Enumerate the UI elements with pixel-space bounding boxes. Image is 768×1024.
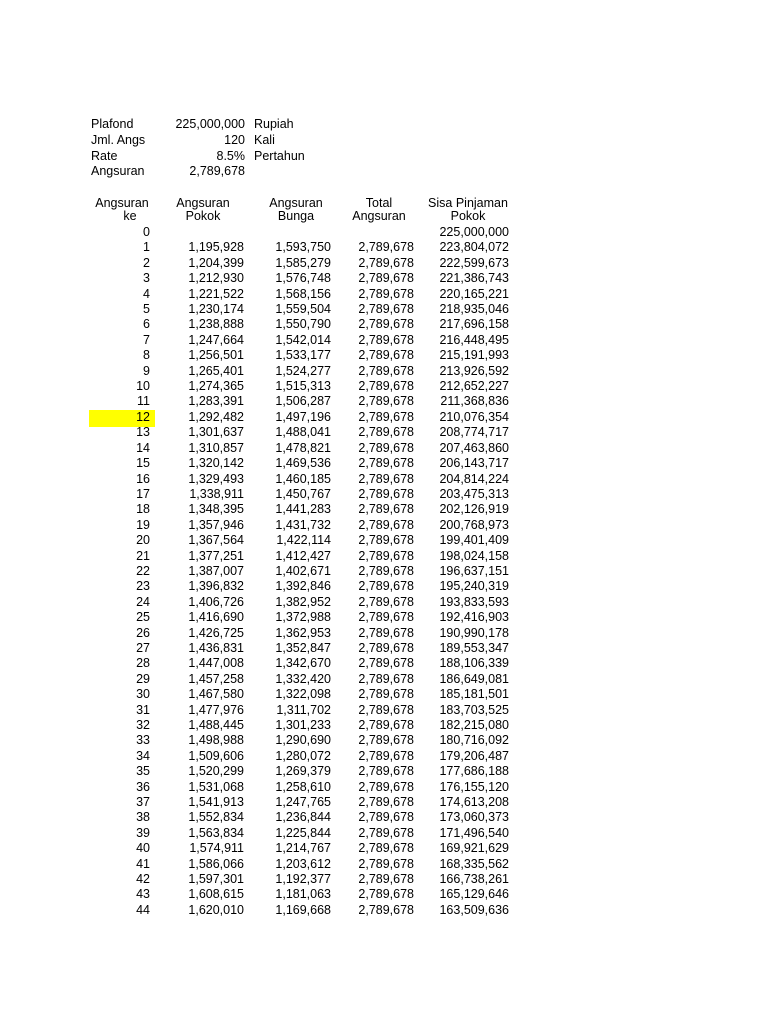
angsuran-bunga-cell[interactable]: 1,382,952 bbox=[275, 594, 331, 609]
table-row bbox=[0, 672, 768, 687]
header-sisa-pinjaman-pokok: Sisa Pinjaman Pokok bbox=[428, 196, 508, 223]
sisa-pinjaman-cell[interactable]: 221,386,743 bbox=[439, 271, 509, 286]
row-number[interactable]: 19 bbox=[136, 517, 150, 532]
angsuran-bunga-cell[interactable]: 1,450,767 bbox=[275, 486, 331, 501]
table-row bbox=[0, 610, 768, 625]
total-angsuran-cell[interactable]: 2,789,678 bbox=[358, 733, 414, 748]
row-number[interactable]: 37 bbox=[136, 795, 150, 810]
angsuran-pokok-cell[interactable]: 1,509,606 bbox=[188, 748, 244, 763]
table-row bbox=[0, 764, 768, 779]
angsuran-pokok-cell[interactable]: 1,396,832 bbox=[188, 579, 244, 594]
total-angsuran-cell[interactable]: 2,789,678 bbox=[358, 425, 414, 440]
angsuran-pokok-cell[interactable]: 1,212,930 bbox=[188, 271, 244, 286]
angsuran-pokok-cell[interactable]: 1,541,913 bbox=[188, 795, 244, 810]
table-row bbox=[0, 425, 768, 440]
sisa-pinjaman-cell[interactable]: 217,696,158 bbox=[439, 317, 509, 332]
angsuran-pokok-cell[interactable]: 1,597,301 bbox=[188, 872, 244, 887]
angsuran-pokok-cell[interactable]: 1,457,258 bbox=[188, 671, 244, 686]
row-number[interactable]: 17 bbox=[136, 486, 150, 501]
table-row bbox=[0, 780, 768, 795]
row-number[interactable]: 35 bbox=[136, 764, 150, 779]
sisa-pinjaman-cell[interactable]: 213,926,592 bbox=[439, 363, 509, 378]
total-angsuran-cell[interactable]: 2,789,678 bbox=[358, 718, 414, 732]
sisa-pinjaman-cell[interactable]: 218,935,046 bbox=[439, 302, 509, 317]
total-angsuran-cell[interactable]: 2,789,678 bbox=[358, 594, 414, 609]
row-number[interactable]: 11 bbox=[137, 394, 150, 409]
angsuran-bunga-cell[interactable]: 1,422,114 bbox=[276, 533, 331, 548]
total-angsuran-cell[interactable]: 2,789,678 bbox=[358, 379, 414, 394]
total-angsuran-cell[interactable]: 2,789,678 bbox=[358, 656, 414, 671]
row-number[interactable]: 42 bbox=[136, 872, 150, 887]
angsuran-bunga-cell[interactable]: 1,342,670 bbox=[275, 656, 331, 671]
angsuran-bunga-cell[interactable]: 1,372,988 bbox=[275, 610, 331, 625]
row-number[interactable]: 25 bbox=[136, 610, 150, 625]
table-row bbox=[0, 810, 768, 825]
total-angsuran-cell[interactable]: 2,789,678 bbox=[358, 841, 414, 856]
table-row bbox=[0, 626, 768, 641]
total-angsuran-cell[interactable]: 2,789,678 bbox=[358, 902, 414, 917]
angsuran-bunga-cell[interactable]: 1,311,702 bbox=[276, 702, 331, 717]
sisa-pinjaman-cell[interactable]: 180,716,092 bbox=[439, 733, 509, 748]
table-row bbox=[0, 240, 768, 255]
sisa-pinjaman-cell[interactable]: 202,126,919 bbox=[439, 502, 509, 517]
table-row bbox=[0, 857, 768, 872]
table-row bbox=[0, 687, 768, 702]
row-number[interactable]: 15 bbox=[136, 456, 150, 471]
angsuran-pokok-cell[interactable]: 1,531,068 bbox=[188, 779, 244, 794]
table-row bbox=[0, 795, 768, 810]
table-row bbox=[0, 394, 768, 409]
angsuran-pokok-cell[interactable]: 1,563,834 bbox=[188, 825, 244, 840]
total-angsuran-cell[interactable]: 2,789,678 bbox=[358, 502, 414, 517]
angsuran-pokok-cell[interactable]: 1,467,580 bbox=[188, 687, 244, 702]
sisa-pinjaman-cell[interactable]: 168,335,562 bbox=[439, 856, 509, 871]
angsuran-pokok-cell[interactable]: 1,357,946 bbox=[188, 517, 244, 532]
row-number[interactable]: 7 bbox=[143, 332, 150, 347]
angsuran-pokok-cell[interactable]: 1,274,365 bbox=[188, 379, 244, 394]
angsuran-pokok-cell[interactable]: 1,348,395 bbox=[188, 502, 244, 517]
sisa-pinjaman-cell[interactable]: 183,703,525 bbox=[439, 702, 509, 717]
sisa-pinjaman-cell[interactable]: 171,496,540 bbox=[439, 825, 509, 840]
table-row bbox=[0, 703, 768, 718]
sisa-pinjaman-cell[interactable]: 193,833,593 bbox=[439, 594, 509, 609]
total-angsuran-cell[interactable]: 2,789,678 bbox=[358, 748, 414, 763]
angsuran-bunga-cell[interactable]: 1,576,748 bbox=[275, 271, 331, 286]
angsuran-bunga-cell[interactable]: 1,280,072 bbox=[275, 748, 331, 763]
table-row bbox=[0, 225, 768, 240]
table-row bbox=[0, 502, 768, 517]
angsuran-bunga-cell[interactable]: 1,488,041 bbox=[275, 425, 331, 440]
total-angsuran-cell[interactable]: 2,789,678 bbox=[358, 795, 414, 810]
sisa-pinjaman-cell[interactable]: 200,768,973 bbox=[439, 517, 509, 532]
sisa-pinjaman-cell[interactable]: 176,155,120 bbox=[439, 779, 509, 794]
table-row bbox=[0, 317, 768, 332]
angsuran-bunga-cell[interactable]: 1,402,671 bbox=[275, 563, 331, 578]
angsuran-bunga-cell[interactable]: 1,225,844 bbox=[275, 825, 331, 840]
table-row bbox=[0, 533, 768, 548]
sisa-pinjaman-cell[interactable]: 166,738,261 bbox=[439, 872, 509, 887]
row-number[interactable]: 13 bbox=[136, 425, 150, 440]
total-angsuran-cell[interactable]: 2,789,678 bbox=[358, 579, 414, 594]
angsuran-bunga-cell[interactable]: 1,412,427 bbox=[275, 548, 331, 563]
row-number[interactable]: 26 bbox=[136, 625, 150, 640]
row-number[interactable]: 0 bbox=[143, 225, 150, 239]
angsuran-pokok-cell[interactable]: 1,292,482 bbox=[188, 409, 244, 424]
angsuran-pokok-cell[interactable]: 1,620,010 bbox=[188, 902, 244, 917]
row-number[interactable]: 6 bbox=[143, 317, 150, 332]
sisa-pinjaman-cell[interactable]: 210,076,354 bbox=[439, 409, 509, 424]
angsuran-bunga-cell[interactable]: 1,214,767 bbox=[275, 841, 331, 856]
angsuran-pokok-cell[interactable]: 1,477,976 bbox=[188, 702, 244, 717]
sisa-pinjaman-cell[interactable]: 179,206,487 bbox=[439, 748, 509, 763]
sisa-pinjaman-cell[interactable]: 188,106,339 bbox=[439, 656, 509, 671]
sisa-pinjaman-cell[interactable]: 203,475,313 bbox=[439, 486, 509, 501]
total-angsuran-cell[interactable]: 2,789,678 bbox=[358, 702, 414, 717]
jml-angs-label: Jml. Angs bbox=[91, 133, 146, 147]
total-angsuran-cell[interactable]: 2,789,678 bbox=[358, 810, 414, 825]
sisa-pinjaman-cell[interactable]: 173,060,373 bbox=[439, 810, 509, 825]
total-angsuran-cell[interactable]: 2,789,678 bbox=[358, 548, 414, 563]
angsuran-bunga-cell[interactable]: 1,269,379 bbox=[275, 764, 331, 779]
angsuran-pokok-cell[interactable]: 1,265,401 bbox=[188, 363, 244, 378]
total-angsuran-cell[interactable]: 2,789,678 bbox=[358, 286, 414, 301]
row-number[interactable]: 8 bbox=[143, 348, 150, 363]
angsuran-bunga-cell[interactable]: 1,392,846 bbox=[275, 579, 331, 594]
row-number[interactable]: 41 bbox=[136, 856, 150, 871]
angsuran-pokok-cell[interactable]: 1,520,299 bbox=[188, 764, 244, 779]
total-angsuran-cell[interactable]: 2,789,678 bbox=[358, 856, 414, 871]
angsuran-pokok-cell[interactable]: 1,488,445 bbox=[188, 718, 244, 732]
total-angsuran-cell[interactable]: 2,789,678 bbox=[358, 332, 414, 347]
table-row bbox=[0, 656, 768, 671]
angsuran-bunga-cell[interactable]: 1,515,313 bbox=[275, 379, 331, 394]
row-number[interactable]: 31 bbox=[136, 702, 150, 717]
angsuran-pokok-cell[interactable]: 1,283,391 bbox=[188, 394, 244, 409]
total-angsuran-cell[interactable]: 2,789,678 bbox=[358, 872, 414, 887]
row-number[interactable]: 5 bbox=[143, 302, 150, 317]
sisa-pinjaman-cell[interactable]: 196,637,151 bbox=[439, 563, 509, 578]
table-row bbox=[0, 441, 768, 456]
angsuran-pokok-cell[interactable]: 1,586,066 bbox=[188, 856, 244, 871]
angsuran-pokok-cell[interactable]: 1,426,725 bbox=[188, 625, 244, 640]
sisa-pinjaman-cell[interactable]: 195,240,319 bbox=[439, 579, 509, 594]
angsuran-pokok-cell[interactable]: 1,377,251 bbox=[188, 548, 244, 563]
angsuran-bunga-cell[interactable]: 1,542,014 bbox=[275, 332, 331, 347]
row-number[interactable]: 44 bbox=[136, 902, 150, 917]
angsuran-bunga-cell[interactable]: 1,431,732 bbox=[275, 517, 331, 532]
table-row bbox=[0, 733, 768, 748]
row-number[interactable]: 29 bbox=[136, 671, 150, 686]
row-number[interactable]: 33 bbox=[136, 733, 150, 748]
row-number[interactable]: 23 bbox=[136, 579, 150, 594]
row-number[interactable]: 24 bbox=[136, 594, 150, 609]
angsuran-pokok-cell[interactable]: 1,498,988 bbox=[188, 733, 244, 748]
sisa-pinjaman-cell[interactable]: 215,191,993 bbox=[439, 348, 509, 363]
angsuran-bunga-cell[interactable]: 1,559,504 bbox=[275, 302, 331, 317]
sisa-pinjaman-cell[interactable]: 220,165,221 bbox=[439, 286, 509, 301]
total-angsuran-cell[interactable]: 2,789,678 bbox=[358, 440, 414, 455]
angsuran-pokok-cell[interactable]: 1,247,664 bbox=[188, 332, 244, 347]
total-angsuran-cell[interactable]: 2,789,678 bbox=[358, 456, 414, 471]
angsuran-bunga-cell[interactable]: 1,203,612 bbox=[275, 856, 331, 871]
angsuran-bunga-cell[interactable]: 1,247,765 bbox=[275, 795, 331, 810]
angsuran-bunga-cell[interactable]: 1,460,185 bbox=[275, 471, 331, 486]
angsuran-pokok-cell[interactable]: 1,221,522 bbox=[188, 286, 244, 301]
angsuran-pokok-cell[interactable]: 1,301,637 bbox=[188, 425, 244, 440]
angsuran-pokok-cell[interactable]: 1,195,928 bbox=[188, 240, 244, 255]
angsuran-bunga-cell[interactable]: 1,332,420 bbox=[275, 671, 331, 686]
angsuran-bunga-cell[interactable]: 1,469,536 bbox=[275, 456, 331, 471]
table-row bbox=[0, 903, 768, 918]
table-row bbox=[0, 410, 768, 425]
table-row bbox=[0, 641, 768, 656]
sisa-pinjaman-cell[interactable]: 165,129,646 bbox=[439, 887, 509, 902]
angsuran-bunga-cell[interactable]: 1,290,690 bbox=[275, 733, 331, 748]
angsuran-bunga-cell[interactable]: 1,478,821 bbox=[275, 440, 331, 455]
sisa-pinjaman-cell[interactable]: 182,215,080 bbox=[439, 718, 509, 732]
table-row bbox=[0, 841, 768, 856]
table-row bbox=[0, 595, 768, 610]
jml-angs-value: 120 bbox=[224, 133, 245, 147]
angsuran-bunga-cell[interactable]: 1,192,377 bbox=[275, 872, 331, 887]
angsuran-pokok-cell[interactable]: 1,406,726 bbox=[188, 594, 244, 609]
jml-angs-unit: Kali bbox=[254, 133, 275, 147]
angsuran-bunga-cell[interactable]: 1,497,196 bbox=[275, 409, 331, 424]
table-row bbox=[0, 749, 768, 764]
sisa-pinjaman-cell[interactable]: 216,448,495 bbox=[439, 332, 509, 347]
table-row bbox=[0, 333, 768, 348]
row-number[interactable]: 3 bbox=[143, 271, 150, 286]
total-angsuran-cell[interactable]: 2,789,678 bbox=[358, 764, 414, 779]
angsuran-pokok-cell[interactable]: 1,238,888 bbox=[188, 317, 244, 332]
amortization-table-body bbox=[0, 225, 768, 918]
table-row bbox=[0, 872, 768, 887]
angsuran-label: Angsuran bbox=[91, 164, 145, 178]
sisa-pinjaman-cell[interactable]: 212,652,227 bbox=[439, 379, 509, 394]
angsuran-bunga-cell[interactable]: 1,362,953 bbox=[275, 625, 331, 640]
table-row bbox=[0, 518, 768, 533]
angsuran-bunga-cell[interactable]: 1,550,790 bbox=[275, 317, 331, 332]
header-total-angsuran: Total Angsuran bbox=[352, 196, 406, 223]
total-angsuran-cell[interactable]: 2,789,678 bbox=[358, 317, 414, 332]
angsuran-bunga-cell[interactable]: 1,506,287 bbox=[275, 394, 331, 409]
table-row bbox=[0, 564, 768, 579]
sisa-pinjaman-cell[interactable]: 190,990,178 bbox=[439, 625, 509, 640]
row-number[interactable]: 39 bbox=[136, 825, 150, 840]
total-angsuran-cell[interactable]: 2,789,678 bbox=[358, 240, 414, 255]
total-angsuran-cell[interactable]: 2,789,678 bbox=[358, 779, 414, 794]
sisa-pinjaman-cell[interactable]: 192,416,903 bbox=[439, 610, 509, 625]
sisa-pinjaman-cell[interactable]: 223,804,072 bbox=[439, 240, 509, 255]
table-row bbox=[0, 287, 768, 302]
plafond-unit: Rupiah bbox=[254, 117, 294, 131]
angsuran-pokok-cell[interactable]: 1,329,493 bbox=[188, 471, 244, 486]
angsuran-pokok-cell[interactable]: 1,310,857 bbox=[188, 440, 244, 455]
angsuran-bunga-cell[interactable]: 1,585,279 bbox=[275, 255, 331, 270]
header-angsuran-ke: Angsuran ke bbox=[95, 196, 149, 223]
table-row bbox=[0, 379, 768, 394]
total-angsuran-cell[interactable]: 2,789,678 bbox=[358, 486, 414, 501]
header-angsuran-pokok: Angsuran Pokok bbox=[176, 196, 230, 223]
angsuran-pokok-cell[interactable]: 1,338,911 bbox=[189, 486, 244, 501]
sisa-pinjaman-cell[interactable]: 222,599,673 bbox=[439, 255, 509, 270]
total-angsuran-cell[interactable]: 2,789,678 bbox=[358, 563, 414, 578]
row-number[interactable]: 12 bbox=[136, 409, 150, 424]
row-number[interactable]: 2 bbox=[143, 255, 150, 270]
sisa-pinjaman-cell[interactable]: 169,921,629 bbox=[439, 841, 509, 856]
angsuran-bunga-cell[interactable]: 1,181,063 bbox=[275, 887, 331, 902]
sisa-pinjaman-cell[interactable]: 185,181,501 bbox=[439, 687, 509, 702]
sisa-pinjaman-cell[interactable]: 198,024,158 bbox=[439, 548, 509, 563]
total-angsuran-cell[interactable]: 2,789,678 bbox=[358, 625, 414, 640]
row-number[interactable]: 36 bbox=[136, 779, 150, 794]
angsuran-bunga-cell[interactable]: 1,322,098 bbox=[275, 687, 331, 702]
table-row bbox=[0, 549, 768, 564]
row-number[interactable]: 34 bbox=[136, 748, 150, 763]
angsuran-bunga-cell[interactable]: 1,258,610 bbox=[275, 779, 331, 794]
total-angsuran-cell[interactable]: 2,789,678 bbox=[358, 610, 414, 625]
angsuran-bunga-cell[interactable]: 1,593,750 bbox=[275, 240, 331, 255]
total-angsuran-cell[interactable]: 2,789,678 bbox=[358, 825, 414, 840]
total-angsuran-cell[interactable]: 2,789,678 bbox=[358, 363, 414, 378]
sisa-pinjaman-cell[interactable]: 206,143,717 bbox=[439, 456, 509, 471]
sisa-pinjaman-cell[interactable]: 211,368,836 bbox=[440, 394, 509, 409]
angsuran-bunga-cell[interactable]: 1,301,233 bbox=[275, 718, 331, 732]
angsuran-pokok-cell[interactable]: 1,552,834 bbox=[188, 810, 244, 825]
plafond-value: 225,000,000 bbox=[175, 117, 245, 131]
row-number[interactable]: 10 bbox=[136, 379, 150, 394]
angsuran-pokok-cell[interactable]: 1,230,174 bbox=[188, 302, 244, 317]
angsuran-pokok-cell[interactable]: 1,256,501 bbox=[188, 348, 244, 363]
sisa-pinjaman-cell[interactable]: 207,463,860 bbox=[439, 440, 509, 455]
angsuran-bunga-cell[interactable]: 1,533,177 bbox=[275, 348, 331, 363]
angsuran-bunga-cell[interactable]: 1,352,847 bbox=[275, 640, 331, 655]
sisa-pinjaman-cell[interactable]: 177,686,188 bbox=[439, 764, 509, 779]
angsuran-bunga-cell[interactable]: 1,568,156 bbox=[275, 286, 331, 301]
total-angsuran-cell[interactable]: 2,789,678 bbox=[358, 471, 414, 486]
row-number[interactable]: 38 bbox=[136, 810, 150, 825]
rate-value: 8.5% bbox=[216, 149, 245, 163]
total-angsuran-cell[interactable]: 2,789,678 bbox=[358, 671, 414, 686]
angsuran-pokok-cell[interactable]: 1,574,911 bbox=[189, 841, 244, 856]
table-row bbox=[0, 348, 768, 363]
row-number[interactable]: 18 bbox=[136, 502, 150, 517]
total-angsuran-cell[interactable]: 2,789,678 bbox=[358, 887, 414, 902]
table-row bbox=[0, 718, 768, 733]
sisa-pinjaman-cell[interactable]: 204,814,224 bbox=[439, 471, 509, 486]
total-angsuran-cell[interactable]: 2,789,678 bbox=[358, 255, 414, 270]
row-number[interactable]: 21 bbox=[136, 548, 150, 563]
total-angsuran-cell[interactable]: 2,789,678 bbox=[358, 517, 414, 532]
angsuran-pokok-cell[interactable]: 1,204,399 bbox=[188, 255, 244, 270]
sisa-pinjaman-cell[interactable]: 189,553,347 bbox=[439, 640, 509, 655]
total-angsuran-cell[interactable]: 2,789,678 bbox=[358, 640, 414, 655]
row-number[interactable]: 43 bbox=[136, 887, 150, 902]
row-number[interactable]: 22 bbox=[136, 563, 150, 578]
angsuran-pokok-cell[interactable]: 1,387,007 bbox=[188, 563, 244, 578]
total-angsuran-cell[interactable]: 2,789,678 bbox=[358, 687, 414, 702]
angsuran-bunga-cell[interactable]: 1,169,668 bbox=[275, 902, 331, 917]
total-angsuran-cell[interactable]: 2,789,678 bbox=[358, 533, 414, 548]
total-angsuran-cell[interactable]: 2,789,678 bbox=[358, 394, 414, 409]
sisa-pinjaman-cell[interactable]: 186,649,081 bbox=[439, 671, 509, 686]
angsuran-bunga-cell[interactable]: 1,236,844 bbox=[275, 810, 331, 825]
sisa-pinjaman-cell[interactable]: 163,509,636 bbox=[439, 902, 509, 917]
table-row bbox=[0, 887, 768, 902]
plafond-label: Plafond bbox=[91, 117, 134, 131]
row-number[interactable]: 27 bbox=[136, 640, 150, 655]
row-number[interactable]: 14 bbox=[136, 440, 150, 455]
total-angsuran-cell[interactable]: 2,789,678 bbox=[358, 271, 414, 286]
table-row bbox=[0, 579, 768, 594]
row-number[interactable]: 28 bbox=[136, 656, 150, 671]
row-number[interactable]: 4 bbox=[143, 286, 150, 301]
angsuran-value: 2,789,678 bbox=[189, 164, 245, 178]
angsuran-pokok-cell[interactable]: 1,416,690 bbox=[188, 610, 244, 625]
table-row bbox=[0, 271, 768, 286]
total-angsuran-cell[interactable]: 2,789,678 bbox=[358, 302, 414, 317]
sisa-pinjaman-cell[interactable]: 199,401,409 bbox=[439, 533, 509, 548]
table-row bbox=[0, 487, 768, 502]
angsuran-bunga-cell[interactable]: 1,441,283 bbox=[275, 502, 331, 517]
total-angsuran-cell[interactable]: 2,789,678 bbox=[358, 409, 414, 424]
angsuran-pokok-cell[interactable]: 1,320,142 bbox=[188, 456, 244, 471]
rate-label: Rate bbox=[91, 149, 118, 163]
table-row bbox=[0, 472, 768, 487]
table-row bbox=[0, 826, 768, 841]
angsuran-pokok-cell[interactable]: 1,608,615 bbox=[188, 887, 244, 902]
total-angsuran-cell[interactable]: 2,789,678 bbox=[358, 348, 414, 363]
table-row bbox=[0, 364, 768, 379]
angsuran-pokok-cell[interactable]: 1,367,564 bbox=[188, 533, 244, 548]
sisa-pinjaman-cell[interactable]: 208,774,717 bbox=[439, 425, 509, 440]
angsuran-pokok-cell[interactable]: 1,436,831 bbox=[188, 640, 244, 655]
row-number[interactable]: 1 bbox=[143, 240, 150, 255]
row-number[interactable]: 16 bbox=[136, 471, 150, 486]
sisa-pinjaman-cell[interactable]: 225,000,000 bbox=[439, 225, 509, 239]
row-number[interactable]: 30 bbox=[136, 687, 150, 702]
angsuran-bunga-cell[interactable]: 1,524,277 bbox=[275, 363, 331, 378]
row-number[interactable]: 40 bbox=[136, 841, 150, 856]
rate-unit: Pertahun bbox=[254, 149, 305, 163]
row-number[interactable]: 9 bbox=[143, 363, 150, 378]
row-number[interactable]: 32 bbox=[136, 718, 150, 732]
sisa-pinjaman-cell[interactable]: 174,613,208 bbox=[439, 795, 509, 810]
table-row bbox=[0, 456, 768, 471]
table-row bbox=[0, 302, 768, 317]
table-row bbox=[0, 256, 768, 271]
row-number[interactable]: 20 bbox=[136, 533, 150, 548]
header-angsuran-bunga: Angsuran Bunga bbox=[269, 196, 323, 223]
angsuran-pokok-cell[interactable]: 1,447,008 bbox=[188, 656, 244, 671]
